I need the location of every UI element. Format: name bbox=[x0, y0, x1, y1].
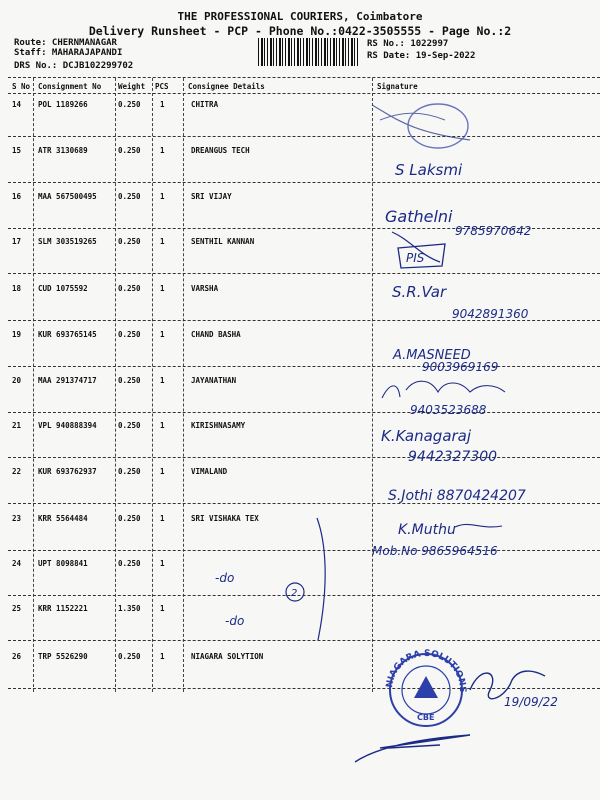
col-header-signature: Signature bbox=[377, 82, 418, 91]
cell-sno: 16 bbox=[12, 192, 22, 201]
signature-stroke bbox=[455, 524, 502, 527]
col-header-consignment: Consignment No bbox=[38, 82, 102, 91]
cell-consignee: DREANGUS TECH bbox=[191, 146, 250, 155]
signature-row21-phone: 9442327300 bbox=[408, 449, 498, 465]
cell-sno: 17 bbox=[12, 237, 22, 246]
cell-consignment-no: SLM 303519265 bbox=[38, 237, 97, 246]
runsheet-title: Delivery Runsheet - PCP - Phone No.:0422-3505555 - Page No.:2 bbox=[88, 24, 512, 38]
circled-number-row24: 2 bbox=[291, 588, 298, 599]
bottom-ink-stroke bbox=[355, 735, 470, 762]
cell-consignee: KIRISHNASAMY bbox=[191, 421, 246, 430]
signature-row21-name: K.Kanagaraj bbox=[381, 427, 472, 445]
cell-consignee: VARSHA bbox=[191, 284, 219, 293]
signature-row18-phone: 9042891360 bbox=[452, 307, 529, 321]
cell-consignment-no: KRR 5564484 bbox=[38, 514, 88, 523]
cell-consignee: SRI VISHAKA TEX bbox=[191, 514, 259, 523]
cell-pcs: 1 bbox=[160, 100, 165, 109]
cell-consignment-no: CUD 1075592 bbox=[38, 284, 88, 293]
cell-consignee: JAYANATHAN bbox=[191, 376, 237, 385]
cell-pcs: 1 bbox=[160, 467, 165, 476]
cell-consignment-no: KRR 1152221 bbox=[38, 604, 88, 613]
signature-row19-name: A.MASNEED bbox=[393, 348, 471, 363]
cell-weight: 0.250 bbox=[118, 100, 141, 109]
cell-consignment-no: UPT 8098841 bbox=[38, 559, 88, 568]
signature-row15: S Laksmi bbox=[395, 161, 463, 179]
col-header-weight: Weight bbox=[118, 82, 146, 91]
cell-sno: 15 bbox=[12, 146, 22, 155]
rs-number: RS No.: 1022997 bbox=[367, 39, 449, 49]
cell-weight: 0.250 bbox=[118, 514, 141, 523]
cell-sno: 20 bbox=[12, 376, 22, 385]
ditto-mark-row24: -do bbox=[215, 571, 235, 585]
signature-row20-phone: 9403523688 bbox=[410, 403, 487, 417]
cell-pcs: 1 bbox=[160, 192, 165, 201]
route-label: Route: CHERNMANAGAR bbox=[14, 38, 117, 48]
cell-consignment-no: MAA 291374717 bbox=[38, 376, 97, 385]
signature-row26-date: 19/09/22 bbox=[504, 695, 558, 709]
cell-consignee: SENTHIL KANNAN bbox=[191, 237, 255, 246]
cell-weight: 0.250 bbox=[118, 237, 141, 246]
cell-pcs: 1 bbox=[160, 284, 165, 293]
cell-consignment-no: ATR 3130689 bbox=[38, 146, 88, 155]
cell-weight: 0.250 bbox=[118, 284, 141, 293]
staff-label: Staff: MAHARAJAPANDI bbox=[14, 48, 123, 58]
drs-number: DRS No.: DCJB102299702 bbox=[14, 61, 134, 71]
cell-sno: 22 bbox=[12, 467, 22, 476]
cell-sno: 18 bbox=[12, 284, 22, 293]
cell-consignment-no: KUR 693765145 bbox=[38, 330, 97, 339]
stamp-bottom-text: CBE bbox=[417, 713, 435, 722]
cell-weight: 0.250 bbox=[118, 330, 141, 339]
cell-weight: 0.250 bbox=[118, 467, 141, 476]
cell-consignment-no: MAA 567500495 bbox=[38, 192, 97, 201]
signature-row18-name: S.R.Var bbox=[392, 283, 447, 301]
cell-weight: 0.250 bbox=[118, 376, 141, 385]
cell-pcs: 1 bbox=[160, 376, 165, 385]
cell-consignment-no: KUR 693762937 bbox=[38, 467, 97, 476]
cell-consignee: VIMALAND bbox=[191, 467, 228, 476]
cell-weight: 0.250 bbox=[118, 192, 141, 201]
cell-consignment-no: TRP 5526290 bbox=[38, 652, 88, 661]
cell-pcs: 1 bbox=[160, 330, 165, 339]
cell-pcs: 1 bbox=[160, 421, 165, 430]
cell-sno: 26 bbox=[12, 652, 22, 661]
cell-weight: 0.250 bbox=[118, 146, 141, 155]
signature-row16-name: Gathelni bbox=[385, 207, 453, 226]
col-header-sno: S No bbox=[12, 82, 31, 91]
signature-row23-mobile: Mob.No 9865964516 bbox=[372, 544, 498, 558]
cell-pcs: 1 bbox=[160, 237, 165, 246]
signature-row16-phone: 9785970642 bbox=[455, 224, 532, 238]
cell-consignment-no: POL 1189266 bbox=[38, 100, 88, 109]
signature-row20-scribble bbox=[382, 381, 505, 398]
cell-pcs: 1 bbox=[160, 559, 165, 568]
stamp-triangle-icon bbox=[414, 676, 438, 698]
signature-row23-name: K.Muthu bbox=[398, 522, 456, 538]
rubber-stamp-row14 bbox=[372, 104, 470, 148]
cell-sno: 24 bbox=[12, 559, 22, 568]
margin-stroke bbox=[317, 518, 325, 640]
cell-pcs: 1 bbox=[160, 514, 165, 523]
col-header-pcs: PCS bbox=[155, 82, 169, 91]
cell-sno: 19 bbox=[12, 330, 22, 339]
cell-pcs: 1 bbox=[160, 652, 165, 661]
company-title: THE PROFESSIONAL COURIERS, Coimbatore bbox=[177, 10, 423, 23]
stamp-top-text: NIAGARA SOLUTIONS bbox=[384, 648, 468, 693]
cell-consignee: CHITRA bbox=[191, 100, 219, 109]
cell-sno: 21 bbox=[12, 421, 22, 430]
niagara-solutions-stamp bbox=[385, 649, 467, 726]
signature-row17: PIS bbox=[406, 251, 425, 265]
signature-row22: S.Jothi 8870424207 bbox=[388, 488, 526, 504]
cell-weight: 1.350 bbox=[118, 604, 141, 613]
cell-weight: 0.250 bbox=[118, 421, 141, 430]
cell-sno: 23 bbox=[12, 514, 22, 523]
cell-sno: 25 bbox=[12, 604, 22, 613]
cell-sno: 14 bbox=[12, 100, 22, 109]
cell-weight: 0.250 bbox=[118, 559, 141, 568]
ditto-mark-row25: -do bbox=[225, 614, 245, 628]
cell-weight: 0.250 bbox=[118, 652, 141, 661]
cell-pcs: 1 bbox=[160, 604, 165, 613]
cell-pcs: 1 bbox=[160, 146, 165, 155]
cell-consignment-no: VPL 940888394 bbox=[38, 421, 97, 430]
cell-consignee: NIAGARA SOLYTION bbox=[191, 652, 264, 661]
cell-consignee: CHAND BASHA bbox=[191, 330, 241, 339]
cell-consignee: SRI VIJAY bbox=[191, 192, 232, 201]
rs-date: RS Date: 19-Sep-2022 bbox=[367, 51, 476, 61]
signature-row19-phone: 9003969169 bbox=[422, 360, 499, 374]
col-header-consignee: Consignee Details bbox=[188, 82, 265, 91]
